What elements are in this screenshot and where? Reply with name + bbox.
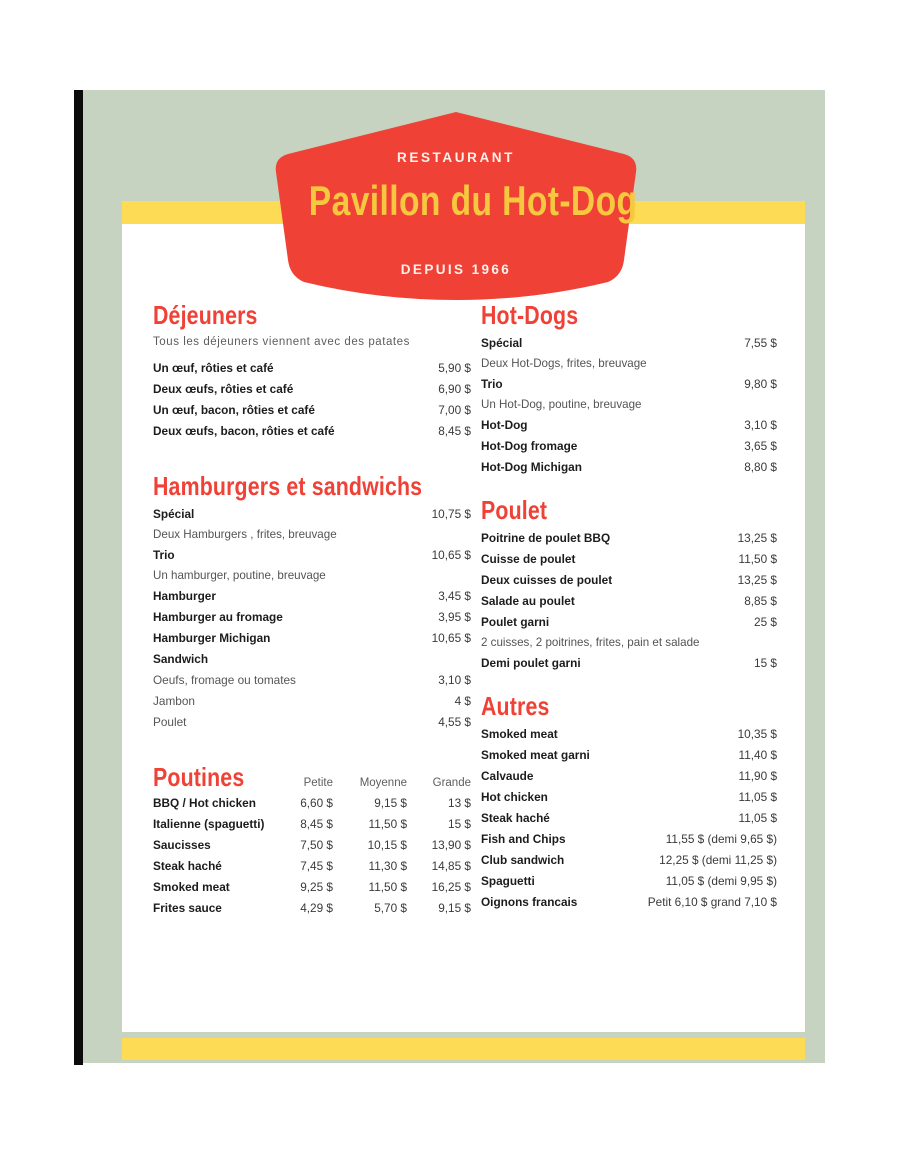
menu-row — [481, 594, 777, 608]
section-hamburgers — [153, 471, 471, 729]
item-price: 15 $ — [754, 656, 777, 670]
menu-row — [153, 424, 471, 438]
section-title-hot-dogs: Hot-Dogs — [481, 300, 579, 330]
item-price: 10,65 $ — [431, 548, 471, 562]
item-price: 11,50 $ — [738, 552, 777, 566]
badge-text-block — [272, 110, 640, 300]
item-name: Club sandwich — [481, 853, 565, 867]
menu-row — [481, 790, 777, 804]
menu-row-sub — [153, 673, 471, 687]
menu-row — [153, 589, 471, 603]
item-name: Deux œufs, bacon, rôties et café — [153, 424, 335, 438]
item-name: Smoked meat — [153, 880, 230, 894]
item-description: 2 cuisses, 2 poitrines, frites, pain et salade — [481, 636, 700, 649]
menu-row — [481, 853, 777, 867]
item-price: 5,90 $ — [438, 361, 471, 375]
price-grande: 13 $ — [448, 796, 471, 810]
menu-row — [481, 895, 777, 909]
price-moyenne: 5,70 $ — [374, 901, 407, 915]
price-moyenne: 10,15 $ — [367, 838, 407, 852]
item-price: 3,45 $ — [438, 589, 471, 603]
item-name: Saucisses — [153, 838, 211, 852]
item-price: 11,05 $ — [738, 811, 777, 825]
badge-title: Pavillon du Hot-Dog — [308, 177, 638, 224]
section-title-dejeuners: Déjeuners — [153, 300, 258, 330]
menu-row — [153, 507, 471, 521]
yellow-band-bottom — [122, 1038, 805, 1060]
item-price: 7,00 $ — [438, 403, 471, 417]
menu-row — [153, 548, 471, 562]
item-price: 10,65 $ — [431, 631, 471, 645]
menu-row — [153, 403, 471, 417]
menu-row — [481, 727, 777, 741]
item-price: 4 $ — [454, 694, 471, 708]
item-price: 25 $ — [754, 615, 777, 629]
table-row — [153, 796, 471, 810]
menu-row — [153, 652, 471, 666]
price-grande: 16,25 $ — [431, 880, 471, 894]
menu-row-description — [153, 569, 471, 582]
price-petite: 8,45 $ — [300, 817, 333, 831]
item-price: 7,55 $ — [744, 336, 777, 350]
item-name: Smoked meat — [481, 727, 558, 741]
section-title-autres: Autres — [481, 691, 550, 721]
item-name: Salade au poulet — [481, 594, 575, 608]
item-description: Un hamburger, poutine, breuvage — [153, 569, 326, 582]
item-price: 3,10 $ — [744, 418, 777, 432]
section-poutines — [153, 762, 471, 915]
item-price: 3,95 $ — [438, 610, 471, 624]
table-row — [153, 817, 471, 831]
menu-row — [481, 336, 777, 350]
item-description: Deux Hot-Dogs, frites, breuvage — [481, 357, 647, 370]
item-name: Jambon — [153, 694, 195, 708]
table-row — [153, 838, 471, 852]
menu-row — [153, 610, 471, 624]
price-grande: 9,15 $ — [438, 901, 471, 915]
item-name: Hamburger au fromage — [153, 610, 283, 624]
menu-row — [153, 631, 471, 645]
spacer — [481, 481, 777, 495]
item-name: Trio — [153, 548, 175, 562]
item-name: Trio — [481, 377, 503, 391]
item-price: 9,80 $ — [744, 377, 777, 391]
item-description: Un Hot-Dog, poutine, breuvage — [481, 398, 642, 411]
item-price: 8,85 $ — [744, 594, 777, 608]
price-petite: 4,29 $ — [300, 901, 333, 915]
item-price: 4,55 $ — [438, 715, 471, 729]
menu-row — [481, 531, 777, 545]
table-row — [153, 880, 471, 894]
item-price: 11,90 $ — [738, 769, 777, 783]
menu-row-description — [481, 398, 777, 411]
item-price: 8,80 $ — [744, 460, 777, 474]
menu-row — [481, 439, 777, 453]
menu-row-sub — [153, 715, 471, 729]
price-moyenne: 11,50 $ — [368, 880, 407, 894]
restaurant-badge — [272, 110, 640, 300]
price-moyenne: 11,30 $ — [368, 859, 407, 873]
section-title-poulet: Poulet — [481, 495, 548, 525]
item-name: Steak haché — [153, 859, 222, 873]
item-name: Italienne (spaguetti) — [153, 817, 265, 831]
menu-row-description — [481, 357, 777, 370]
item-name: Oignons francais — [481, 895, 578, 909]
item-name: Hot-Dog fromage — [481, 439, 578, 453]
item-price: 3,10 $ — [438, 673, 471, 687]
price-petite: 6,60 $ — [300, 796, 333, 810]
menu-row — [153, 382, 471, 396]
item-price: 11,05 $ (demi 9,95 $) — [665, 874, 777, 888]
poutines-column-headers — [271, 777, 471, 792]
item-description: Deux Hamburgers , frites, breuvage — [153, 528, 337, 541]
item-price: 10,75 $ — [431, 507, 471, 521]
menu-row — [481, 573, 777, 587]
item-name: Hot-Dog — [481, 418, 528, 432]
menu-row — [481, 656, 777, 670]
menu-row — [481, 769, 777, 783]
item-name: Fish and Chips — [481, 832, 566, 846]
menu-row — [481, 832, 777, 846]
item-price: 6,90 $ — [438, 382, 471, 396]
price-moyenne: 9,15 $ — [374, 796, 407, 810]
right-column — [481, 300, 777, 916]
item-name: Sandwich — [153, 652, 209, 666]
item-name: Demi poulet garni — [481, 656, 581, 670]
item-name: Deux cuisses de poulet — [481, 573, 613, 587]
price-grande: 15 $ — [448, 817, 471, 831]
item-name: Hamburger Michigan — [153, 631, 271, 645]
item-name: Hot-Dog Michigan — [481, 460, 582, 474]
item-name: Spécial — [153, 507, 195, 521]
item-name: Poulet — [153, 715, 187, 729]
item-name: Spécial — [481, 336, 523, 350]
section-note-dejeuners: Tous les déjeuners viennent avec des patates — [153, 336, 410, 348]
poutines-header — [153, 762, 471, 792]
item-name: Deux œufs, rôties et café — [153, 382, 294, 396]
item-name: Calvaude — [481, 769, 534, 783]
menu-row — [481, 615, 777, 629]
item-name: Smoked meat garni — [481, 748, 590, 762]
item-price: 12,25 $ (demi 11,25 $) — [659, 853, 777, 867]
item-name: Steak haché — [481, 811, 550, 825]
price-grande: 14,85 $ — [431, 859, 471, 873]
menu-row — [153, 361, 471, 375]
menu-row-sub — [153, 694, 471, 708]
menu-row — [481, 552, 777, 566]
spacer — [481, 677, 777, 691]
item-name: Frites sauce — [153, 901, 222, 915]
item-name: Un œuf, rôties et café — [153, 361, 274, 375]
menu-row — [481, 748, 777, 762]
item-name: Poulet garni — [481, 615, 550, 629]
item-price: 11,40 $ — [738, 748, 777, 762]
spacer — [153, 445, 471, 471]
item-price: 13,25 $ — [737, 573, 777, 587]
table-row — [153, 901, 471, 915]
menu-row-description — [153, 528, 471, 541]
page-left-edge-strip — [74, 90, 83, 1065]
price-moyenne: 11,50 $ — [368, 817, 407, 831]
price-petite: 7,50 $ — [300, 838, 333, 852]
item-price: 10,35 $ — [737, 727, 777, 741]
badge-since: DEPUIS 1966 — [400, 262, 512, 277]
table-row — [153, 859, 471, 873]
item-price: 8,45 $ — [438, 424, 471, 438]
item-name: Oeufs, fromage ou tomates — [153, 673, 296, 687]
section-hot-dogs — [481, 300, 777, 474]
column-header-grande: Grande — [432, 777, 471, 789]
menu-row-description — [481, 636, 777, 649]
column-header-moyenne: Moyenne — [359, 777, 407, 789]
item-name: Hot chicken — [481, 790, 548, 804]
section-dejeuners — [153, 300, 471, 438]
item-price: Petit 6,10 $ grand 7,10 $ — [647, 895, 777, 909]
item-price: 11,55 $ (demi 9,65 $) — [665, 832, 777, 846]
price-grande: 13,90 $ — [431, 838, 471, 852]
column-header-petite: Petite — [303, 777, 333, 789]
section-title-poutines: Poutines — [153, 762, 245, 792]
section-title-hamburgers: Hamburgers et sandwichs — [153, 471, 423, 501]
menu-row — [481, 460, 777, 474]
spacer — [153, 736, 471, 762]
menu-row — [481, 874, 777, 888]
menu-row — [481, 377, 777, 391]
item-price: 3,65 $ — [744, 439, 777, 453]
item-name: BBQ / Hot chicken — [153, 796, 256, 810]
item-name: Cuisse de poulet — [481, 552, 576, 566]
menu-row — [481, 418, 777, 432]
price-petite: 7,45 $ — [300, 859, 333, 873]
menu-row — [481, 811, 777, 825]
price-petite: 9,25 $ — [300, 880, 333, 894]
section-poulet — [481, 495, 777, 670]
badge-kicker: RESTAURANT — [397, 150, 515, 165]
item-name: Spaguetti — [481, 874, 535, 888]
item-price: 13,25 $ — [737, 531, 777, 545]
item-name: Hamburger — [153, 589, 216, 603]
item-name: Un œuf, bacon, rôties et café — [153, 403, 315, 417]
section-autres — [481, 691, 777, 909]
item-name: Poitrine de poulet BBQ — [481, 531, 611, 545]
item-price: 11,05 $ — [738, 790, 777, 804]
left-column — [153, 300, 471, 922]
